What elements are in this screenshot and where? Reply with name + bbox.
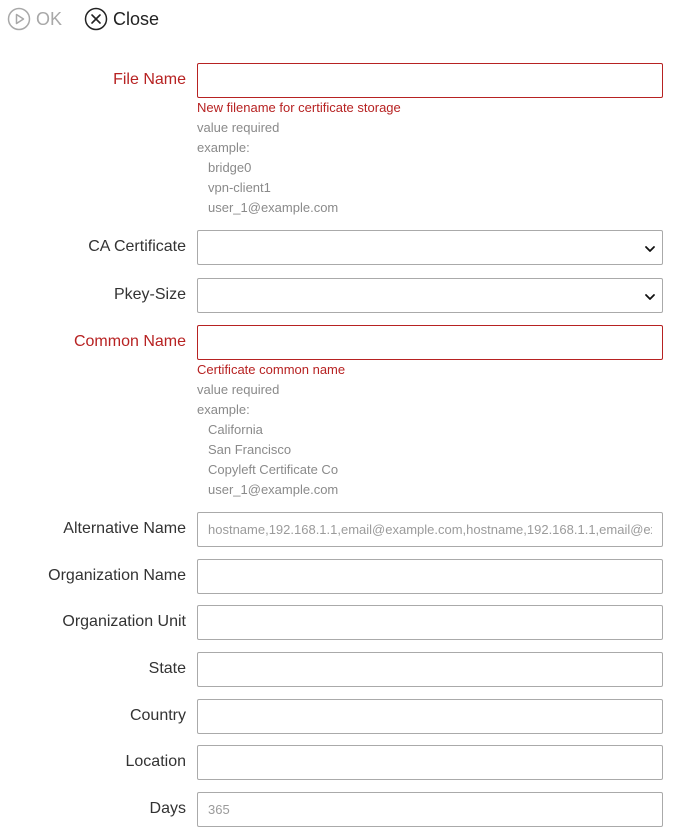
ca-certificate-select[interactable] bbox=[197, 230, 663, 265]
play-circle-icon bbox=[7, 7, 31, 31]
common-name-hints bbox=[197, 360, 345, 500]
chevron-down-icon bbox=[644, 242, 656, 254]
ca-certificate-label: CA Certificate bbox=[88, 238, 186, 255]
state-input[interactable] bbox=[197, 652, 663, 687]
organization-unit-input[interactable] bbox=[197, 605, 663, 640]
state-label: State bbox=[148, 660, 186, 677]
common-name-label: Common Name bbox=[73, 333, 186, 350]
days-input[interactable] bbox=[197, 792, 663, 827]
common-name-error: Certificate common name bbox=[197, 362, 346, 377]
file-name-example: vpn-client1 bbox=[208, 180, 271, 195]
common-name-example: Copyleft Certificate Co bbox=[208, 462, 339, 477]
organization-name-input[interactable] bbox=[197, 559, 663, 594]
file-name-label: File Name bbox=[113, 71, 186, 88]
file-name-example-label: example: bbox=[197, 140, 250, 155]
location-input[interactable] bbox=[197, 745, 663, 780]
country-input[interactable] bbox=[197, 699, 663, 734]
location-label: Location bbox=[125, 753, 186, 770]
alternative-name-input[interactable] bbox=[197, 512, 663, 547]
days-label: Days bbox=[149, 800, 186, 817]
file-name-required: value required bbox=[197, 120, 280, 135]
chevron-down-icon bbox=[644, 290, 656, 302]
close-button[interactable] bbox=[84, 7, 159, 31]
common-name-example-label: example: bbox=[197, 402, 250, 417]
common-name-example: California bbox=[208, 422, 263, 437]
ok-label: OK bbox=[36, 8, 63, 29]
common-name-input[interactable] bbox=[197, 325, 663, 360]
close-circle-icon bbox=[84, 7, 108, 31]
file-name-hints bbox=[197, 98, 401, 218]
organization-unit-label: Organization Unit bbox=[62, 613, 186, 630]
file-name-error: New filename for certificate storage bbox=[197, 100, 401, 115]
common-name-example: user_1@example.com bbox=[208, 482, 339, 497]
common-name-required: value required bbox=[197, 382, 280, 397]
file-name-example: user_1@example.com bbox=[208, 200, 339, 215]
alternative-name-label: Alternative Name bbox=[63, 520, 186, 537]
country-label: Country bbox=[129, 707, 186, 724]
common-name-example: San Francisco bbox=[208, 442, 292, 457]
file-name-input[interactable] bbox=[197, 63, 663, 98]
toolbar bbox=[7, 6, 159, 32]
pkey-size-select[interactable] bbox=[197, 278, 663, 313]
pkey-size-label: Pkey-Size bbox=[113, 286, 186, 303]
ok-button[interactable] bbox=[7, 7, 62, 31]
close-label: Close bbox=[113, 8, 160, 29]
organization-name-label: Organization Name bbox=[48, 567, 186, 584]
file-name-example: bridge0 bbox=[208, 160, 252, 175]
